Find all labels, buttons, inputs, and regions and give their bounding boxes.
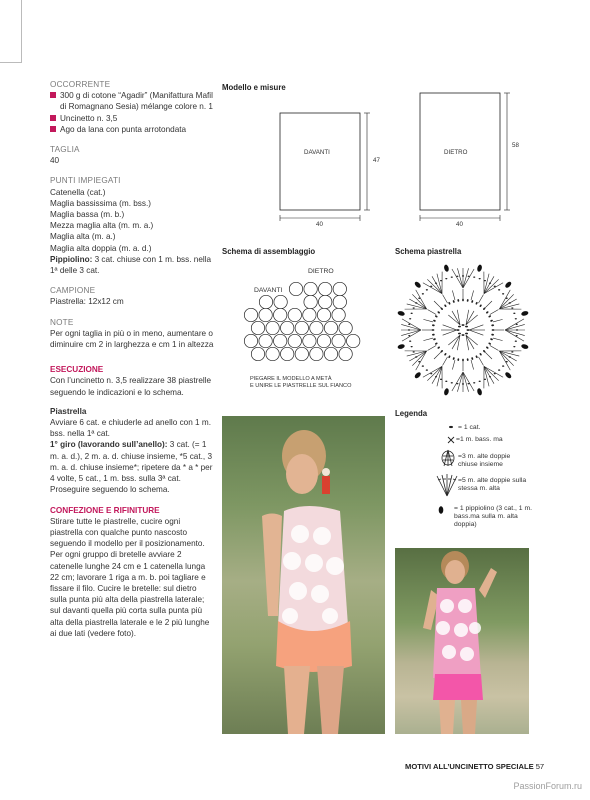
dietro-label: DIETRO — [444, 149, 468, 156]
page-number: 57 — [535, 762, 545, 771]
legenda-item-1: = 1 cat. — [458, 424, 481, 431]
piastrella-text: Avviare 6 cat. e chiuderle ad anello con 1 m. bss. nella 1ª cat. — [50, 418, 211, 439]
note-text: Per ogni taglia in più o in meno, aumentare o diminuire cm 2 in larghezza e cm 1 in altezza — [50, 328, 214, 350]
page-footer — [405, 762, 544, 771]
confezione-text: Stirare tutte le piastrelle, cucire ogni piastrella con qualche punto nascosto seguendo il modello per il posizionamento. Per ogni gruppo di bretelle avviare 2 catenelle lunghe 24 cm e 1 catenella lunga 22 cm; lavorare 1 riga a m. b. poi tagliare e fissare il filo. Cucire le bretelle: sul dietro sulla punta più alta della piastrella laterale; sul davanti quella più corta sulla punta più alta della piastrella laterale e le 2 più lunghe ai due lati (vedere foto). — [50, 516, 210, 638]
punti-item: Maglia alta doppia (m. a. d.) — [50, 243, 152, 253]
note-heading: NOTE — [50, 317, 74, 327]
legenda-item-5: = 1 pippiolino (3 cat., 1 m. bass.ma sulla m. alta doppia) — [454, 505, 533, 528]
punti-item: Catenella (cat.) — [50, 187, 106, 197]
esecuzione-intro: Con l’uncinetto n. 3,5 realizzare 38 piastrelle seguendo le indicazioni e lo schema. — [50, 376, 212, 397]
fan-stitch-icon — [437, 474, 457, 496]
modello-heading: Modello e misure — [222, 83, 286, 92]
legenda-item-3: =3 m. alte doppie chiuse insieme — [458, 453, 511, 468]
campione-heading: CAMPIONE — [50, 286, 96, 296]
schema-piastrella-heading: Schema piastrella — [395, 247, 462, 256]
assemblaggio-note-1: PIEGARE IL MODELLO A METÀ — [250, 376, 332, 382]
occorrente-item: 300 g di cotone “Agadir” (Manifattura Mafil di Romagnano Sesia) mélange colore n. 1 — [50, 90, 215, 112]
footer-magazine-title: MOTIVI ALL’UNCINETTO SPECIALE — [405, 762, 534, 771]
davanti-label: DAVANTI — [304, 149, 330, 156]
dot-icon — [449, 426, 453, 428]
confezione-heading: CONFEZIONE E RIFINITURE — [50, 505, 160, 515]
dietro-width: 40 — [456, 221, 463, 228]
legenda-item-2: =1 m. bass. ma — [456, 436, 503, 443]
campione-value: Piastrella: 12x12 cm — [50, 297, 124, 307]
legenda-item-4: =5 m. alte doppie sulla stessa m. alta — [458, 477, 527, 492]
dietro-height: 58 — [512, 142, 519, 149]
assemblaggio-note-2: E UNIRE LE PIASTRELLE SUL FIANCO — [250, 383, 352, 389]
punti-item: Maglia bassa (m. b.) — [50, 210, 125, 220]
legenda-heading: Legenda — [395, 409, 428, 418]
davanti-width: 40 — [316, 221, 323, 228]
occorrente-item: Ago da lana con punta arrotondata — [50, 124, 215, 135]
esecuzione-heading: ESECUZIONE — [50, 365, 104, 375]
assemblaggio-heading: Schema di assemblaggio — [222, 247, 316, 256]
davanti-height: 47 — [373, 157, 380, 164]
taglia-heading: TAGLIA — [50, 145, 80, 155]
giro-body: 3 cat. (= 1 m. a. d.), 2 m. a. d. chiuse insieme, *5 cat., 3 m. a. d. chiuse insieme*; ripetere da * a * per 4 volte, 5 cat., 1 m. bss. sulla 3ª cat. — [50, 440, 213, 484]
picot-icon — [439, 506, 444, 514]
watermark: PassionForum.ru — [513, 781, 582, 791]
punti-item: Mezza maglia alta (m. m. a.) — [50, 221, 154, 231]
assemblaggio-davanti-label: DAVANTI — [254, 287, 283, 294]
punti-item: Maglia bassissima (m. bss.) — [50, 198, 152, 208]
triple-stitch-closed-icon — [442, 450, 454, 466]
cross-icon — [448, 437, 454, 443]
pippiolino-text: 3 cat. chiuse con 1 m. bss. nella 1ª delle 3 cat. — [50, 254, 212, 276]
taglia-value: 40 — [50, 156, 60, 166]
giro-label: 1° giro (lavorando sull’anello): — [50, 440, 168, 450]
assemblaggio-dietro-label: DIETRO — [308, 268, 334, 275]
punti-item: Maglia alta (m. a.) — [50, 232, 116, 242]
occorrente-item: Uncinetto n. 3,5 — [50, 113, 215, 124]
punti-heading: PUNTI IMPIEGATI — [50, 176, 121, 186]
proseguire-text: Proseguire seguendo lo schema. — [50, 485, 170, 495]
occorrente-heading: OCCORRENTE — [50, 80, 111, 89]
piastrella-heading: Piastrella — [50, 406, 87, 416]
pippiolino-label: Pippiolino: — [50, 254, 93, 264]
